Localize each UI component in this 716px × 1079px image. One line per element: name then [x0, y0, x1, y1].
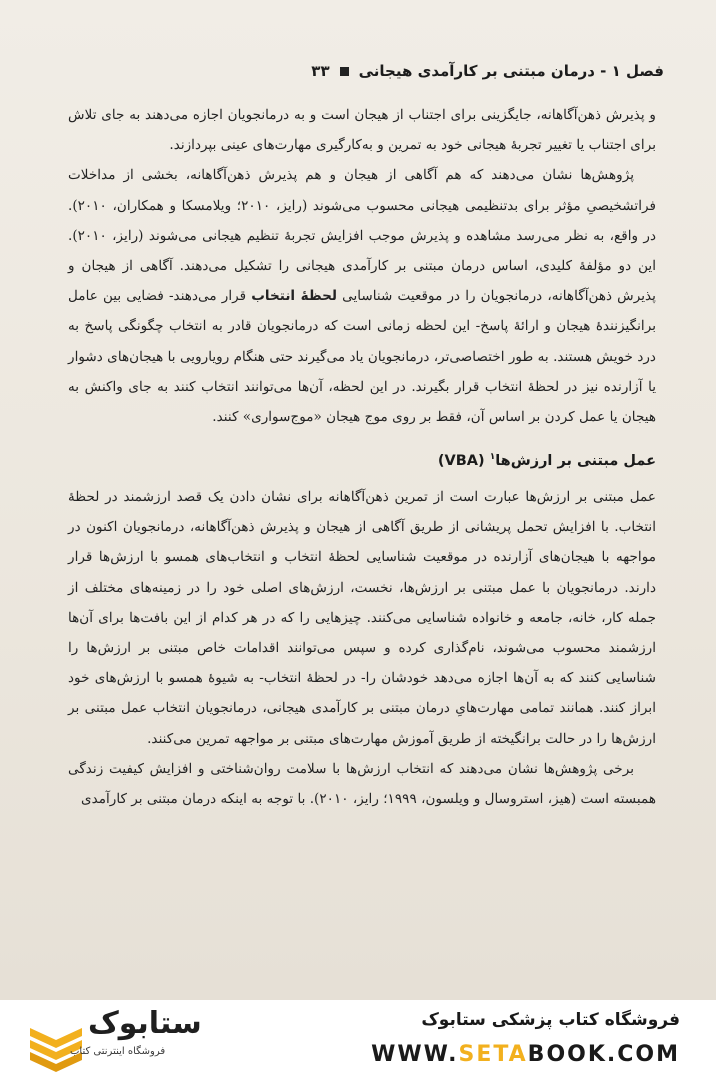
paragraph: و پذیرش ذهن‌آگاهانه، جایگزینی برای اجتناب از هیجان است و به درمانجویان اجازه می‌دهند به جای تلاش برای اجتناب یا تغییر تجربهٔ هیجانی خود به تمرین و به‌کارگیری مهارت‌های عینی بپردازند. — [68, 107, 656, 154]
paragraph: برخی پژوهش‌ها نشان می‌دهند که انتخاب ارزش‌ها با سلامت روان‌شناختی و افزایش کیفیت زندگی همبسته است (هیز، استروسال و ویلسون، ۱۹۹۹؛ رایز، ۲۰۱۰). با توجه به اینکه درمان مبتنی بر کارآمدی — [68, 760, 656, 808]
url-brand: SETA — [458, 1042, 528, 1067]
page-number: ۳۳ — [311, 62, 330, 80]
chapter-title: فصل ۱ - درمان مبتنی بر کارآمدی هیجانی — [358, 62, 664, 80]
url-suffix: BOOK.COM — [527, 1042, 680, 1067]
square-bullet-icon — [340, 67, 349, 76]
bold-term: لحظهٔ انتخاب — [251, 288, 338, 305]
paragraph-text: قرار می‌دهند- فضایی بین عامل برانگیزنندهٔ هیجان و ارائهٔ پاسخ- این لحظه زمانی است که درمانجویان قادر به انتخاب چگونگی پاسخ به درد خویش هستند. به طور اختصاصی‌تر، درمانجویان یاد می‌گیرند حتی هنگام رویارویی با هیجان‌های دشوار یا آزارنده نیز در لحظهٔ انتخاب قرار بگیرند. در این لحظه، آن‌ها می‌توانند انتخاب کنند به جای واکنش به هیجان یا عمل کردن بر اساس آن، فقط بر روی موج هیجان «موج‌سواری» کنند. — [68, 288, 656, 426]
section-heading — [68, 442, 656, 476]
paragraph: عمل مبتنی بر ارزش‌ها عبارت است از تمرین ذهن‌آگاهانه برای نشان دادن یک قصد ارزشمند در لحظهٔ انتخاب. با افزایش تحمل پریشانی از طریق آگاهی از هیجان و پذیرش ذهن‌آگاهانه، درمانجویان اکنون در مواجهه با هیجان‌های آزارنده در موقعیت شناسایی لحظهٔ انتخاب و انتخاب‌های همسو با ارزش‌ها قرار دارند. درمانجویان با عمل مبتنی بر ارزش‌ها، نخست، ارزش‌های اصلی خود را در زمینه‌های مختلف از جمله کار، خانه، جامعه و خانواده شناسایی می‌کنند. چیزهایی را که در هر کدام از این بافت‌ها برای آن‌ها ارزشمند محسوب می‌شوند، نام‌گذاری کرده و سپس می‌توانند اقدامات خاص مبتنی بر ارزش‌ها را شناسایی کنند که به آن‌ها اجازه می‌دهد خودشان را- در لحظهٔ انتخاب- به شیوهٔ همسو با ارزش‌های خود ابراز کنند. همانند تمامی مهارت‌هایِ درمان مبتنی بر کارآمدی هیجانی، درمانجویان انتخاب عمل مبتنی بر ارزش‌ها را در حالت برانگیخته از طریق آموزش مهارت‌های مبتنی بر مواجهه تمرین می‌کنند. — [68, 489, 656, 747]
footnote-mark: ۱ — [489, 452, 496, 463]
footer-banner — [0, 1000, 716, 1079]
paragraph — [68, 160, 656, 432]
running-header — [50, 62, 664, 80]
body-text — [68, 100, 656, 814]
paragraph-text: پژوهش‌ها نشان می‌دهند که هم آگاهی از هیجان و هم پذیرش ذهن‌آگاهانه، بخشی از مداخلات فراتشخیصیِ مؤثر برای بدتنظیمی هیجانی محسوب می‌شوند (رایز، ۲۰۱۰؛ ویلامسکا و همکاران، ۲۰۱۰). در واقع، به نظر می‌رسد مشاهده و پذیرش موجب افزایش تجربهٔ تنظیم هیجانی می‌شوند (رایز، ۲۰۱۰). این دو مؤلفهٔ کلیدی، اساس درمان مبتنی بر کارآمدی هیجانی را تشکیل می‌دهند. آگاهی از هیجان و پذیرش ذهن‌آگاهانه، درمانجویان را در موقعیت شناسایی — [68, 167, 656, 305]
section-heading-text: عمل مبتنی بر ارزش‌ها — [495, 453, 656, 470]
logo-subtitle: فروشگاه اینترنتی کتاب — [70, 1046, 166, 1057]
url-prefix: WWW. — [371, 1042, 459, 1067]
section-abbr: (VBA) — [437, 453, 485, 470]
logo-text: ستابوک — [88, 1006, 202, 1041]
shop-name: فروشگاه کتاب پزشکی ستابوک — [421, 1010, 680, 1030]
shop-url-link[interactable] — [371, 1042, 680, 1067]
